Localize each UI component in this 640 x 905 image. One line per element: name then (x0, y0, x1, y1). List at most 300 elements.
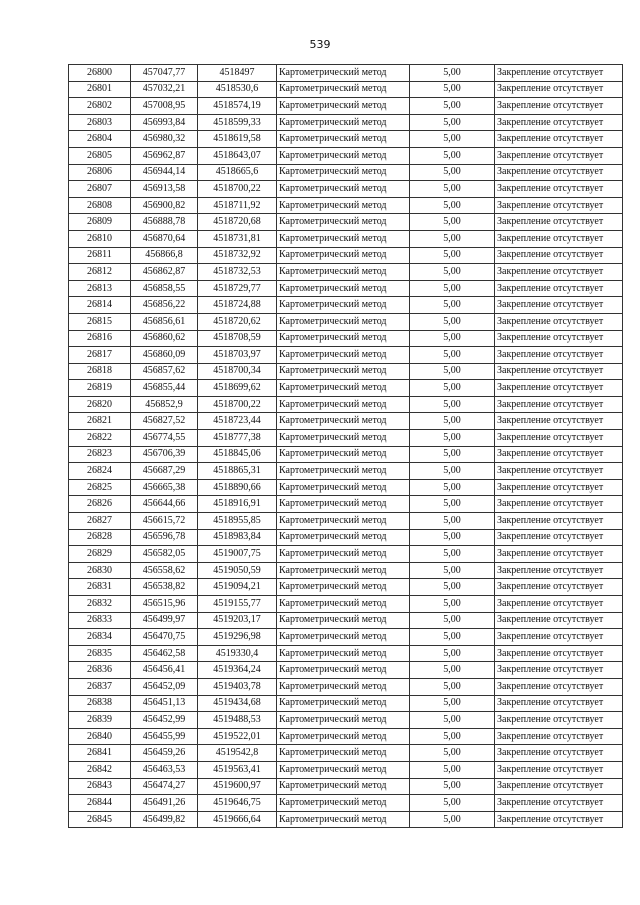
y-coordinate-cell: 4519364,24 (198, 662, 277, 679)
accuracy-cell: 5,00 (410, 98, 495, 115)
fixation-cell: Закрепление отсутствует (495, 596, 623, 613)
y-coordinate-cell: 4519296,98 (198, 629, 277, 646)
point-number-cell: 26810 (69, 230, 131, 247)
point-number-cell: 26807 (69, 181, 131, 198)
table-row (69, 546, 623, 563)
method-cell: Картометрический метод (277, 131, 410, 148)
table-row (69, 147, 623, 164)
method-cell: Картометрический метод (277, 430, 410, 447)
table-row (69, 811, 623, 828)
accuracy-cell: 5,00 (410, 363, 495, 380)
y-coordinate-cell: 4518890,66 (198, 479, 277, 496)
y-coordinate-cell: 4518732,53 (198, 264, 277, 281)
table-row (69, 430, 623, 447)
point-number-cell: 26811 (69, 247, 131, 264)
fixation-cell: Закрепление отсутствует (495, 496, 623, 513)
accuracy-cell: 5,00 (410, 546, 495, 563)
point-number-cell: 26808 (69, 197, 131, 214)
point-number-cell: 26840 (69, 728, 131, 745)
method-cell: Картометрический метод (277, 98, 410, 115)
accuracy-cell: 5,00 (410, 629, 495, 646)
table-row (69, 114, 623, 131)
x-coordinate-cell: 456515,96 (131, 596, 198, 613)
point-number-cell: 26814 (69, 297, 131, 314)
method-cell: Картометрический метод (277, 297, 410, 314)
fixation-cell: Закрепление отсутствует (495, 579, 623, 596)
x-coordinate-cell: 456644,66 (131, 496, 198, 513)
accuracy-cell: 5,00 (410, 678, 495, 695)
fixation-cell: Закрепление отсутствует (495, 678, 623, 695)
x-coordinate-cell: 456855,44 (131, 380, 198, 397)
accuracy-cell: 5,00 (410, 214, 495, 231)
table-row (69, 596, 623, 613)
point-number-cell: 26819 (69, 380, 131, 397)
point-number-cell: 26804 (69, 131, 131, 148)
method-cell: Картометрический метод (277, 446, 410, 463)
x-coordinate-cell: 456499,82 (131, 811, 198, 828)
point-number-cell: 26809 (69, 214, 131, 231)
fixation-cell: Закрепление отсутствует (495, 363, 623, 380)
table-row (69, 529, 623, 546)
x-coordinate-cell: 456491,26 (131, 795, 198, 812)
y-coordinate-cell: 4518845,06 (198, 446, 277, 463)
x-coordinate-cell: 456852,9 (131, 396, 198, 413)
point-number-cell: 26844 (69, 795, 131, 812)
y-coordinate-cell: 4519522,01 (198, 728, 277, 745)
accuracy-cell: 5,00 (410, 131, 495, 148)
y-coordinate-cell: 4518720,62 (198, 313, 277, 330)
accuracy-cell: 5,00 (410, 579, 495, 596)
y-coordinate-cell: 4518724,88 (198, 297, 277, 314)
point-number-cell: 26842 (69, 761, 131, 778)
table-row (69, 728, 623, 745)
y-coordinate-cell: 4519403,78 (198, 678, 277, 695)
fixation-cell: Закрепление отсутствует (495, 795, 623, 812)
table-row (69, 413, 623, 430)
table-row (69, 197, 623, 214)
point-number-cell: 26824 (69, 463, 131, 480)
point-number-cell: 26802 (69, 98, 131, 115)
method-cell: Картометрический метод (277, 463, 410, 480)
fixation-cell: Закрепление отсутствует (495, 330, 623, 347)
accuracy-cell: 5,00 (410, 562, 495, 579)
method-cell: Картометрический метод (277, 164, 410, 181)
point-number-cell: 26841 (69, 745, 131, 762)
fixation-cell: Закрепление отсутствует (495, 214, 623, 231)
y-coordinate-cell: 4518723,44 (198, 413, 277, 430)
accuracy-cell: 5,00 (410, 81, 495, 98)
y-coordinate-cell: 4518865,31 (198, 463, 277, 480)
fixation-cell: Закрепление отсутствует (495, 430, 623, 447)
fixation-cell: Закрепление отсутствует (495, 446, 623, 463)
x-coordinate-cell: 457032,21 (131, 81, 198, 98)
accuracy-cell: 5,00 (410, 430, 495, 447)
fixation-cell: Закрепление отсутствует (495, 131, 623, 148)
x-coordinate-cell: 456860,09 (131, 347, 198, 364)
x-coordinate-cell: 456827,52 (131, 413, 198, 430)
fixation-cell: Закрепление отсутствует (495, 230, 623, 247)
method-cell: Картометрический метод (277, 612, 410, 629)
method-cell: Картометрический метод (277, 529, 410, 546)
x-coordinate-cell: 456993,84 (131, 114, 198, 131)
accuracy-cell: 5,00 (410, 65, 495, 82)
y-coordinate-cell: 4518777,38 (198, 430, 277, 447)
table-row (69, 380, 623, 397)
point-number-cell: 26827 (69, 513, 131, 530)
table-row (69, 181, 623, 198)
method-cell: Картометрический метод (277, 147, 410, 164)
y-coordinate-cell: 4518599,33 (198, 114, 277, 131)
y-coordinate-cell: 4519094,21 (198, 579, 277, 596)
accuracy-cell: 5,00 (410, 513, 495, 530)
point-number-cell: 26801 (69, 81, 131, 98)
fixation-cell: Закрепление отсутствует (495, 380, 623, 397)
y-coordinate-cell: 4518916,91 (198, 496, 277, 513)
method-cell: Картометрический метод (277, 513, 410, 530)
accuracy-cell: 5,00 (410, 396, 495, 413)
coordinates-table (68, 64, 623, 828)
x-coordinate-cell: 456913,58 (131, 181, 198, 198)
method-cell: Картометрический метод (277, 795, 410, 812)
accuracy-cell: 5,00 (410, 413, 495, 430)
x-coordinate-cell: 456944,14 (131, 164, 198, 181)
y-coordinate-cell: 4519330,4 (198, 645, 277, 662)
point-number-cell: 26821 (69, 413, 131, 430)
accuracy-cell: 5,00 (410, 446, 495, 463)
table-row (69, 396, 623, 413)
table-row (69, 761, 623, 778)
y-coordinate-cell: 4518700,22 (198, 181, 277, 198)
accuracy-cell: 5,00 (410, 330, 495, 347)
point-number-cell: 26829 (69, 546, 131, 563)
point-number-cell: 26812 (69, 264, 131, 281)
x-coordinate-cell: 456862,87 (131, 264, 198, 281)
fixation-cell: Закрепление отсутствует (495, 562, 623, 579)
table-row (69, 778, 623, 795)
y-coordinate-cell: 4518530,6 (198, 81, 277, 98)
method-cell: Картометрический метод (277, 197, 410, 214)
accuracy-cell: 5,00 (410, 164, 495, 181)
fixation-cell: Закрепление отсутствует (495, 712, 623, 729)
x-coordinate-cell: 456962,87 (131, 147, 198, 164)
y-coordinate-cell: 4519155,77 (198, 596, 277, 613)
y-coordinate-cell: 4518643,07 (198, 147, 277, 164)
table-row (69, 280, 623, 297)
method-cell: Картометрический метод (277, 247, 410, 264)
y-coordinate-cell: 4519434,68 (198, 695, 277, 712)
method-cell: Картометрический метод (277, 678, 410, 695)
method-cell: Картометрический метод (277, 745, 410, 762)
point-number-cell: 26822 (69, 430, 131, 447)
method-cell: Картометрический метод (277, 264, 410, 281)
fixation-cell: Закрепление отсутствует (495, 264, 623, 281)
fixation-cell: Закрепление отсутствует (495, 280, 623, 297)
y-coordinate-cell: 4518731,81 (198, 230, 277, 247)
point-number-cell: 26836 (69, 662, 131, 679)
accuracy-cell: 5,00 (410, 645, 495, 662)
x-coordinate-cell: 456499,97 (131, 612, 198, 629)
fixation-cell: Закрепление отсутствует (495, 65, 623, 82)
y-coordinate-cell: 4519007,75 (198, 546, 277, 563)
point-number-cell: 26816 (69, 330, 131, 347)
accuracy-cell: 5,00 (410, 114, 495, 131)
fixation-cell: Закрепление отсутствует (495, 612, 623, 629)
table-row (69, 479, 623, 496)
accuracy-cell: 5,00 (410, 147, 495, 164)
table-row (69, 446, 623, 463)
table-row (69, 496, 623, 513)
table-row (69, 629, 623, 646)
fixation-cell: Закрепление отсутствует (495, 745, 623, 762)
point-number-cell: 26803 (69, 114, 131, 131)
accuracy-cell: 5,00 (410, 347, 495, 364)
table-row (69, 297, 623, 314)
method-cell: Картометрический метод (277, 280, 410, 297)
accuracy-cell: 5,00 (410, 247, 495, 264)
fixation-cell: Закрепление отсутствует (495, 313, 623, 330)
point-number-cell: 26833 (69, 612, 131, 629)
accuracy-cell: 5,00 (410, 612, 495, 629)
accuracy-cell: 5,00 (410, 712, 495, 729)
method-cell: Картометрический метод (277, 579, 410, 596)
x-coordinate-cell: 457047,77 (131, 65, 198, 82)
page-number: 539 (309, 38, 331, 51)
method-cell: Картометрический метод (277, 546, 410, 563)
point-number-cell: 26834 (69, 629, 131, 646)
point-number-cell: 26813 (69, 280, 131, 297)
fixation-cell: Закрепление отсутствует (495, 479, 623, 496)
method-cell: Картометрический метод (277, 778, 410, 795)
x-coordinate-cell: 456463,53 (131, 761, 198, 778)
y-coordinate-cell: 4518574,19 (198, 98, 277, 115)
fixation-cell: Закрепление отсутствует (495, 728, 623, 745)
point-number-cell: 26830 (69, 562, 131, 579)
fixation-cell: Закрепление отсутствует (495, 513, 623, 530)
point-number-cell: 26825 (69, 479, 131, 496)
point-number-cell: 26826 (69, 496, 131, 513)
fixation-cell: Закрепление отсутствует (495, 197, 623, 214)
table-row (69, 81, 623, 98)
point-number-cell: 26817 (69, 347, 131, 364)
table-row (69, 313, 623, 330)
point-number-cell: 26828 (69, 529, 131, 546)
accuracy-cell: 5,00 (410, 313, 495, 330)
point-number-cell: 26843 (69, 778, 131, 795)
method-cell: Картометрический метод (277, 811, 410, 828)
accuracy-cell: 5,00 (410, 761, 495, 778)
y-coordinate-cell: 4518497 (198, 65, 277, 82)
accuracy-cell: 5,00 (410, 297, 495, 314)
y-coordinate-cell: 4518619,58 (198, 131, 277, 148)
table-row (69, 513, 623, 530)
method-cell: Картометрический метод (277, 330, 410, 347)
table-row (69, 164, 623, 181)
table-row (69, 562, 623, 579)
coordinates-table-body (69, 65, 623, 828)
fixation-cell: Закрепление отсутствует (495, 297, 623, 314)
y-coordinate-cell: 4519203,17 (198, 612, 277, 629)
accuracy-cell: 5,00 (410, 479, 495, 496)
method-cell: Картометрический метод (277, 596, 410, 613)
table-row (69, 230, 623, 247)
table-row (69, 65, 623, 82)
x-coordinate-cell: 456856,61 (131, 313, 198, 330)
accuracy-cell: 5,00 (410, 380, 495, 397)
x-coordinate-cell: 456452,09 (131, 678, 198, 695)
accuracy-cell: 5,00 (410, 778, 495, 795)
method-cell: Картометрический метод (277, 347, 410, 364)
accuracy-cell: 5,00 (410, 662, 495, 679)
method-cell: Картометрический метод (277, 181, 410, 198)
fixation-cell: Закрепление отсутствует (495, 529, 623, 546)
accuracy-cell: 5,00 (410, 596, 495, 613)
y-coordinate-cell: 4519488,53 (198, 712, 277, 729)
point-number-cell: 26806 (69, 164, 131, 181)
point-number-cell: 26818 (69, 363, 131, 380)
x-coordinate-cell: 456462,58 (131, 645, 198, 662)
x-coordinate-cell: 456706,39 (131, 446, 198, 463)
table-row (69, 363, 623, 380)
accuracy-cell: 5,00 (410, 745, 495, 762)
table-row (69, 712, 623, 729)
x-coordinate-cell: 456980,32 (131, 131, 198, 148)
y-coordinate-cell: 4518732,92 (198, 247, 277, 264)
y-coordinate-cell: 4519542,8 (198, 745, 277, 762)
x-coordinate-cell: 456470,75 (131, 629, 198, 646)
x-coordinate-cell: 456856,22 (131, 297, 198, 314)
table-row (69, 579, 623, 596)
table-row (69, 695, 623, 712)
x-coordinate-cell: 456860,62 (131, 330, 198, 347)
y-coordinate-cell: 4518983,84 (198, 529, 277, 546)
fixation-cell: Закрепление отсутствует (495, 98, 623, 115)
y-coordinate-cell: 4518955,85 (198, 513, 277, 530)
fixation-cell: Закрепление отсутствует (495, 114, 623, 131)
table-row (69, 247, 623, 264)
x-coordinate-cell: 456870,64 (131, 230, 198, 247)
table-row (69, 645, 623, 662)
method-cell: Картометрический метод (277, 230, 410, 247)
x-coordinate-cell: 456558,62 (131, 562, 198, 579)
fixation-cell: Закрепление отсутствует (495, 778, 623, 795)
method-cell: Картометрический метод (277, 65, 410, 82)
x-coordinate-cell: 456858,55 (131, 280, 198, 297)
x-coordinate-cell: 456452,99 (131, 712, 198, 729)
y-coordinate-cell: 4518703,97 (198, 347, 277, 364)
point-number-cell: 26815 (69, 313, 131, 330)
accuracy-cell: 5,00 (410, 181, 495, 198)
table-row (69, 795, 623, 812)
x-coordinate-cell: 456538,82 (131, 579, 198, 596)
y-coordinate-cell: 4518699,62 (198, 380, 277, 397)
method-cell: Картометрический метод (277, 479, 410, 496)
y-coordinate-cell: 4519563,41 (198, 761, 277, 778)
table-row (69, 745, 623, 762)
y-coordinate-cell: 4519646,75 (198, 795, 277, 812)
accuracy-cell: 5,00 (410, 496, 495, 513)
point-number-cell: 26837 (69, 678, 131, 695)
point-number-cell: 26838 (69, 695, 131, 712)
x-coordinate-cell: 456582,05 (131, 546, 198, 563)
table-row (69, 264, 623, 281)
y-coordinate-cell: 4518729,77 (198, 280, 277, 297)
point-number-cell: 26805 (69, 147, 131, 164)
method-cell: Картометрический метод (277, 496, 410, 513)
y-coordinate-cell: 4518700,22 (198, 396, 277, 413)
method-cell: Картометрический метод (277, 629, 410, 646)
x-coordinate-cell: 456474,27 (131, 778, 198, 795)
y-coordinate-cell: 4519050,59 (198, 562, 277, 579)
table-row (69, 662, 623, 679)
x-coordinate-cell: 456456,41 (131, 662, 198, 679)
point-number-cell: 26831 (69, 579, 131, 596)
y-coordinate-cell: 4518720,68 (198, 214, 277, 231)
x-coordinate-cell: 456451,13 (131, 695, 198, 712)
x-coordinate-cell: 456687,29 (131, 463, 198, 480)
accuracy-cell: 5,00 (410, 280, 495, 297)
fixation-cell: Закрепление отсутствует (495, 629, 623, 646)
accuracy-cell: 5,00 (410, 529, 495, 546)
table-row (69, 131, 623, 148)
y-coordinate-cell: 4518711,92 (198, 197, 277, 214)
fixation-cell: Закрепление отсутствует (495, 463, 623, 480)
method-cell: Картометрический метод (277, 712, 410, 729)
point-number-cell: 26832 (69, 596, 131, 613)
table-row (69, 98, 623, 115)
x-coordinate-cell: 456888,78 (131, 214, 198, 231)
fixation-cell: Закрепление отсутствует (495, 147, 623, 164)
table-row (69, 330, 623, 347)
table-row (69, 347, 623, 364)
accuracy-cell: 5,00 (410, 811, 495, 828)
fixation-cell: Закрепление отсутствует (495, 413, 623, 430)
accuracy-cell: 5,00 (410, 695, 495, 712)
method-cell: Картометрический метод (277, 728, 410, 745)
method-cell: Картометрический метод (277, 662, 410, 679)
x-coordinate-cell: 456615,72 (131, 513, 198, 530)
method-cell: Картометрический метод (277, 761, 410, 778)
fixation-cell: Закрепление отсутствует (495, 164, 623, 181)
fixation-cell: Закрепление отсутствует (495, 247, 623, 264)
method-cell: Картометрический метод (277, 695, 410, 712)
point-number-cell: 26820 (69, 396, 131, 413)
x-coordinate-cell: 456459,26 (131, 745, 198, 762)
method-cell: Картометрический метод (277, 396, 410, 413)
fixation-cell: Закрепление отсутствует (495, 396, 623, 413)
point-number-cell: 26823 (69, 446, 131, 463)
method-cell: Картометрический метод (277, 114, 410, 131)
fixation-cell: Закрепление отсутствует (495, 546, 623, 563)
x-coordinate-cell: 457008,95 (131, 98, 198, 115)
method-cell: Картометрический метод (277, 413, 410, 430)
accuracy-cell: 5,00 (410, 463, 495, 480)
x-coordinate-cell: 456455,99 (131, 728, 198, 745)
y-coordinate-cell: 4518700,34 (198, 363, 277, 380)
table-row (69, 214, 623, 231)
table-row (69, 612, 623, 629)
accuracy-cell: 5,00 (410, 197, 495, 214)
point-number-cell: 26800 (69, 65, 131, 82)
y-coordinate-cell: 4519600,97 (198, 778, 277, 795)
x-coordinate-cell: 456866,8 (131, 247, 198, 264)
y-coordinate-cell: 4519666,64 (198, 811, 277, 828)
x-coordinate-cell: 456596,78 (131, 529, 198, 546)
fixation-cell: Закрепление отсутствует (495, 695, 623, 712)
accuracy-cell: 5,00 (410, 795, 495, 812)
accuracy-cell: 5,00 (410, 728, 495, 745)
x-coordinate-cell: 456774,55 (131, 430, 198, 447)
fixation-cell: Закрепление отсутствует (495, 811, 623, 828)
